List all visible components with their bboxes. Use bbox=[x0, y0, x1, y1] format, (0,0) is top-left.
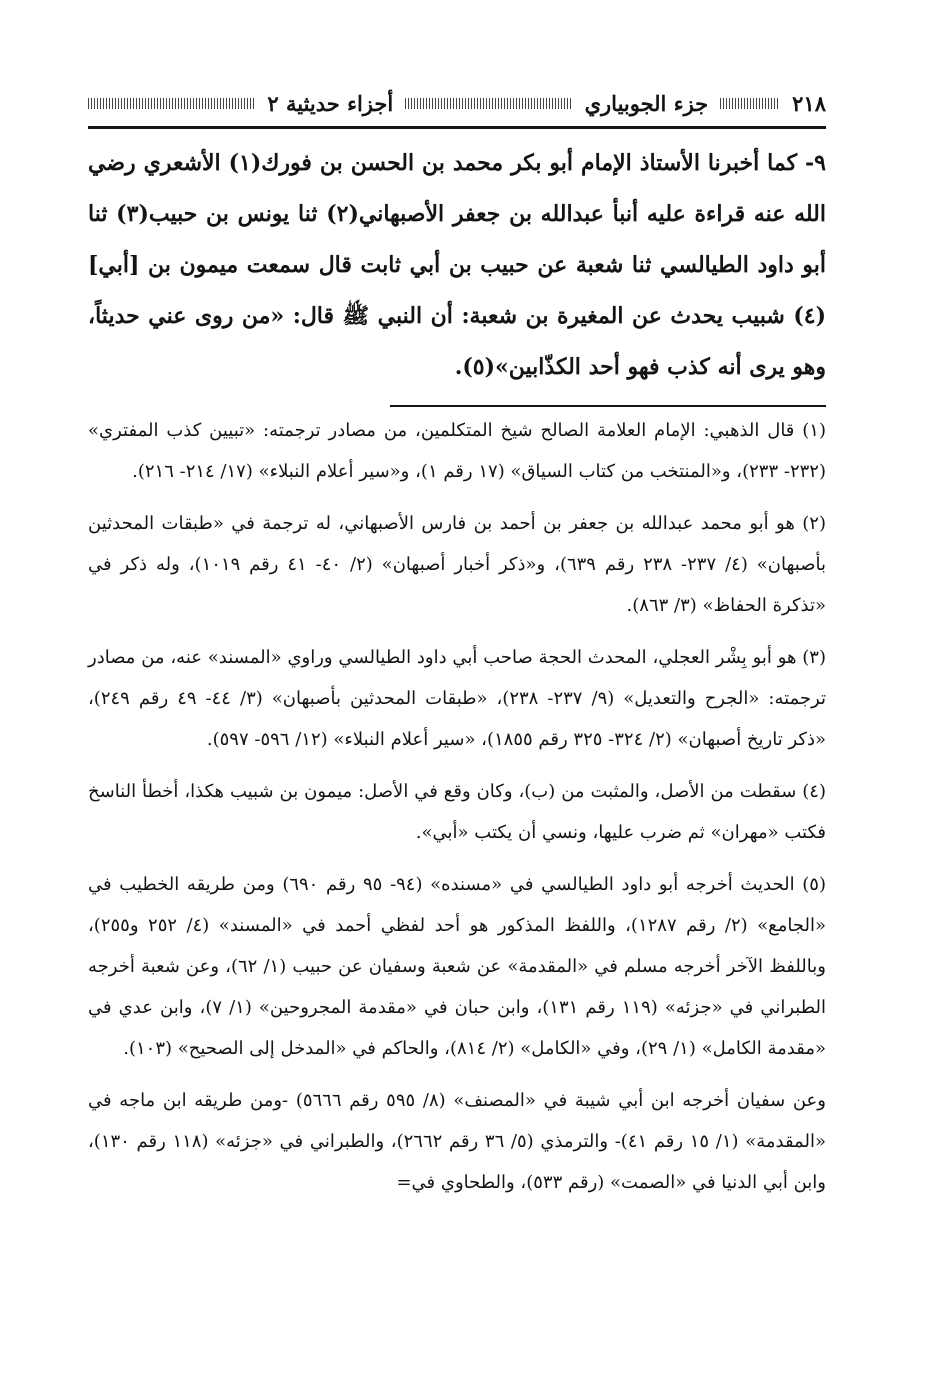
footnote-2: (٢) هو أبو محمد عبدالله بن جعفر بن أحمد بن فارس الأصبهاني، له ترجمة في «طبقات المحدثين بأصبهان» (٤/ ٢٣٧- ٢٣٨ رقم ٦٣٩)، و«ذكر أخبار أصبهان» (٢/ ٤٠- ٤١ رقم ١٠١٩)، وله ذكر في «تذكرة الحفاظ» (٣/ ٨٦٣). bbox=[88, 513, 826, 616]
book-title: أجزاء حديثية ٢ bbox=[267, 90, 394, 116]
main-text bbox=[88, 138, 826, 393]
footnote-1: (١) قال الذهبي: الإمام العلامة الصالح شيخ المتكلمين، من مصادر ترجمته: «تبيين كذب المفتري» (٢٣٢- ٢٣٣)، و«المنتخب من كتاب السياق» (١٧ رقم ١)، و«سير أعلام النبلاء» (١٧/ ٢١٤- ٢١٦). bbox=[88, 420, 826, 482]
page-number: ٢١٨ bbox=[792, 90, 826, 116]
footnote-divider bbox=[390, 405, 826, 407]
hadith-paragraph: ٩- كما أخبرنا الأستاذ الإمام أبو بكر محمد بن الحسن بن فورك(١) الأشعري رضي الله عنه قراءة عليه أنبأ عبدالله بن جعفر الأصبهاني(٢) ثنا يونس بن حبيب(٣) ثنا أبو داود الطيالسي ثنا شعبة عن حبيب بن أبي ثابت قال سمعت ميمون بن [أبي](٤) شبيب يحدث عن المغيرة بن شعبة: أن النبي ﷺ قال: «من روى عني حديثاً، وهو يرى أنه كذب فهو أحد الكذّابين»(٥). bbox=[88, 150, 826, 380]
part-title: جزء الجوبياري bbox=[584, 90, 709, 116]
footnote-5: (٥) الحديث أخرجه أبو داود الطيالسي في «مسنده» (٩٤- ٩٥ رقم ٦٩٠) ومن طريقه الخطيب في «الجامع» (٢/ رقم ١٢٨٧)، واللفظ المذكور هو أحد لفظي أحمد في «المسند» (٤/ ٢٥٢ و٢٥٥)، وباللفظ الآخر أخرجه مسلم في «المقدمة» عن شعبة وسفيان عن حبيب (١/ ٦٢)، وعن شعبة أخرجه الطبراني في «جزئه» (١١٩ رقم ١٣١)، وابن حبان في «مقدمة المجروحين» (١/ ٧)، وابن عدي في «مقدمة الكامل» (١/ ٢٩)، وفي «الكامل» (٢/ ٨١٤)، والحاكم في «المدخل إلى الصحيح» (١٠٣). bbox=[88, 874, 826, 1059]
header-ornament bbox=[720, 98, 780, 109]
footnotes bbox=[88, 410, 826, 1214]
running-header bbox=[88, 80, 826, 129]
header-ornament bbox=[405, 98, 572, 109]
footnote-3: (٣) هو أبو بِشْر العجلي، المحدث الحجة صاحب أبي داود الطيالسي وراوي «المسند» عنه، من مصادر ترجمته: «الجرح والتعديل» (٩/ ٢٣٧- ٢٣٨)، «طبقات المحدثين بأصبهان» (٣/ ٤٤- ٤٩ رقم ٢٤٩)، «ذكر تاريخ أصبهان» (٢/ ٣٢٤- ٣٢٥ رقم ١٨٥٥)، «سير أعلام النبلاء» (١٢/ ٥٩٦- ٥٩٧). bbox=[88, 647, 827, 750]
footnote-4: (٤) سقطت من الأصل، والمثبت من (ب)، وكان وقع في الأصل: ميمون بن شبيب هكذا، أخطأ الناسخ فكتب «مهران» ثم ضرب عليها، ونسي أن يكتب «أبي». bbox=[88, 781, 826, 843]
header-ornament bbox=[88, 98, 255, 109]
footnote-5-continued: وعن سفيان أخرجه ابن أبي شيبة في «المصنف» (٨/ ٥٩٥ رقم ٥٦٦٦) -ومن طريقه ابن ماجه في «المقدمة» (١/ ١٥ رقم ٤١)- والترمذي (٥/ ٣٦ رقم ٢٦٦٢)، والطبراني في «جزئه» (١١٨ رقم ١٣٠)، وابن أبي الدنيا في «الصمت» (رقم ٥٣٣)، والطحاوي في= bbox=[88, 1090, 826, 1193]
